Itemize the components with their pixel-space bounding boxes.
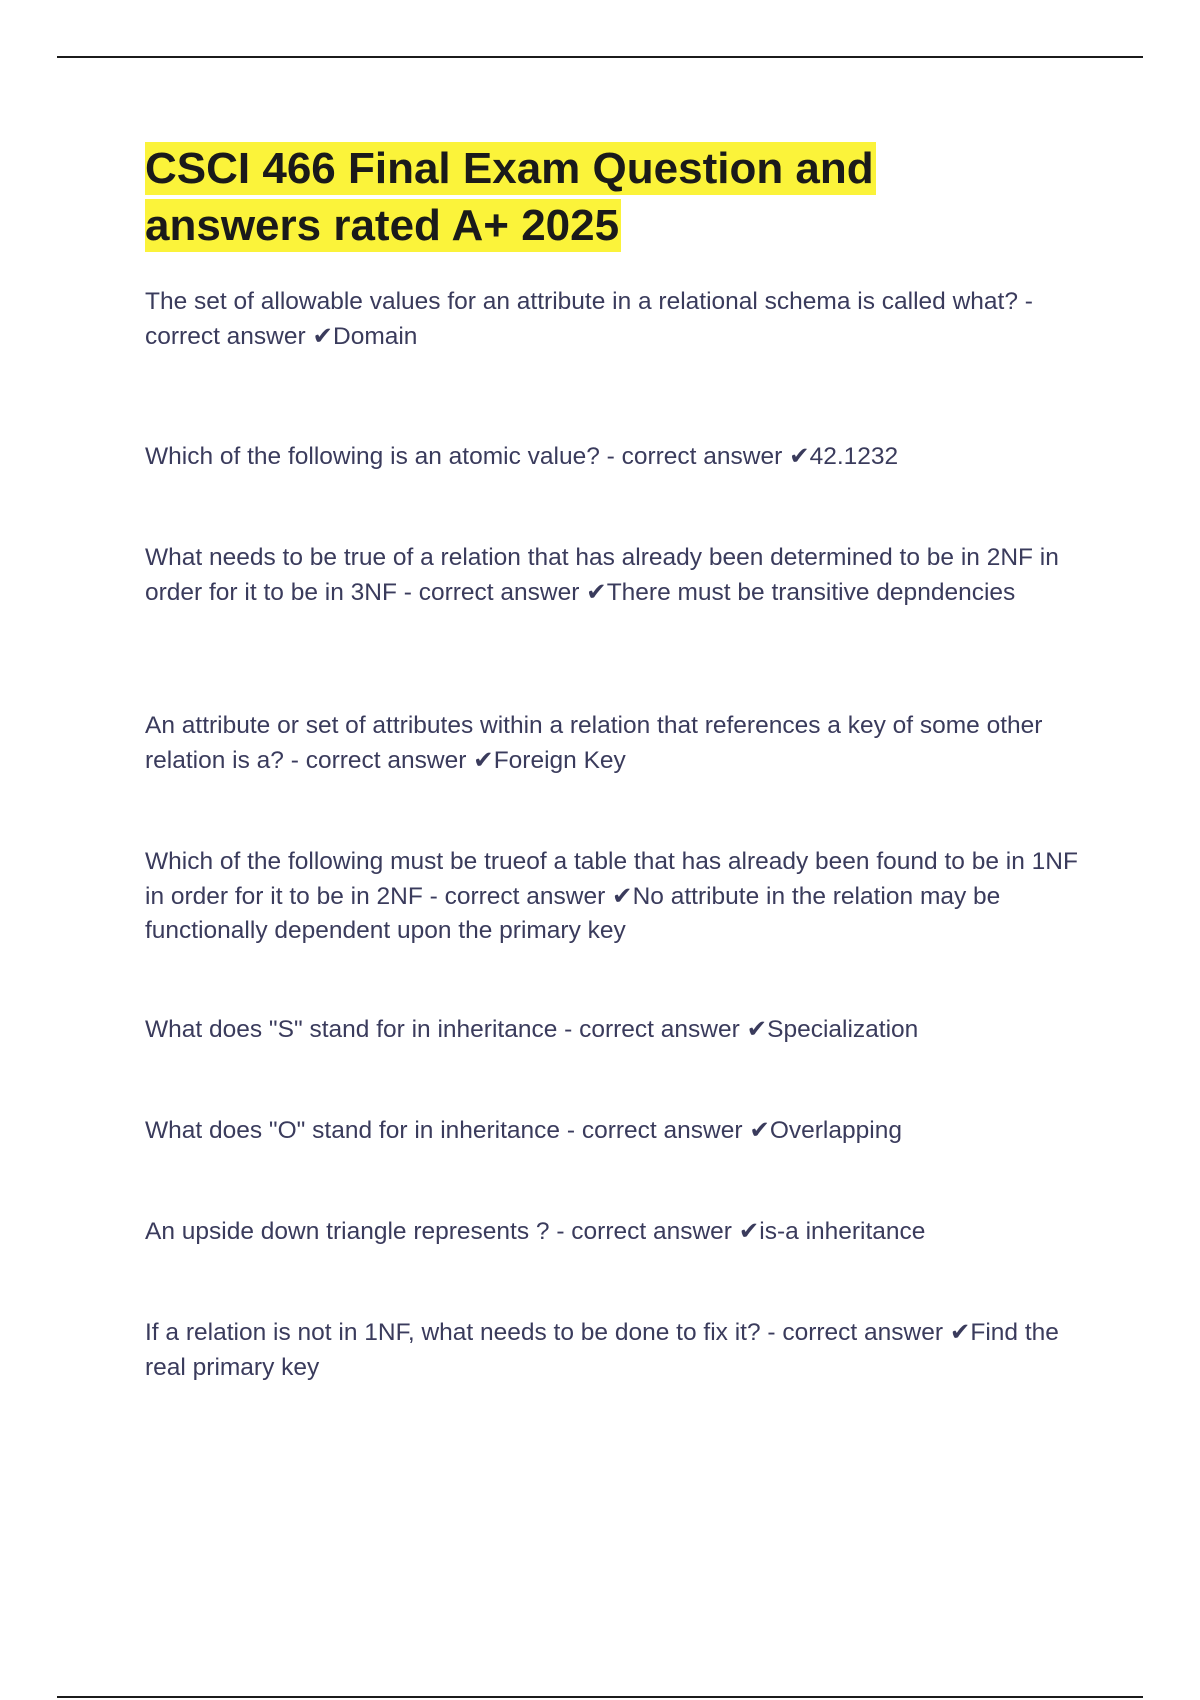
check-icon: ✔ <box>789 443 810 470</box>
qa-item-7 <box>145 1114 1085 1149</box>
answer-separator: - correct answer <box>422 882 613 910</box>
check-icon: ✔ <box>612 882 633 910</box>
check-icon: ✔ <box>949 1319 971 1346</box>
answer-text: Find the real primary key <box>145 1319 1059 1381</box>
check-icon: ✔ <box>749 1117 770 1144</box>
answer-separator: - correct answer <box>760 1319 950 1346</box>
qa-item-9 <box>145 1316 1085 1385</box>
check-icon: ✔ <box>746 1016 768 1043</box>
question-text: What does "O" stand for in inheritance <box>145 1117 561 1144</box>
answer-text: Overlapping <box>769 1117 902 1144</box>
qa-item-5 <box>145 845 1085 949</box>
qa-item-3 <box>145 541 1085 610</box>
qa-item-4 <box>145 709 1085 778</box>
question-text: What needs to be true of a relation that has already been determined to be in 2NF in order for it to be in 3NF <box>145 544 1059 606</box>
question-text: Which of the following must be trueof a table that has already been found to be in 1NF in order for it to be in 2NF <box>145 848 1078 910</box>
question-text: If a relation is not in 1NF, what needs to be done to fix it? <box>145 1319 761 1346</box>
answer-text: Domain <box>333 322 418 350</box>
answer-separator: - correct answer <box>145 288 1033 350</box>
bottom-rule <box>57 1696 1143 1698</box>
answer-text: 42.1232 <box>809 443 899 470</box>
qa-item-2 <box>145 440 1085 475</box>
answer-text: Specialization <box>767 1016 919 1043</box>
question-text: The set of allowable values for an attribute in a relational schema is called what? <box>145 288 1018 315</box>
answer-text: There must be transitive depndencies <box>606 578 1016 606</box>
answer-separator: - correct answer <box>599 443 790 470</box>
document-title-highlight: CSCI 466 Final Exam Question and answers rated A+ 2025 <box>145 144 874 250</box>
answer-text: is-a inheritance <box>759 1218 926 1245</box>
check-icon: ✔ <box>473 746 494 774</box>
document-title <box>145 140 1045 254</box>
question-text: What does "S" stand for in inheritance <box>145 1016 558 1043</box>
answer-separator: - correct answer <box>557 1016 747 1043</box>
qa-item-1 <box>145 285 1085 354</box>
qa-item-8 <box>145 1215 1085 1250</box>
answer-separator: - correct answer <box>396 578 587 606</box>
question-text: An attribute or set of attributes within a relation that references a key of some other relation is a? <box>145 712 1043 774</box>
check-icon: ✔ <box>738 1218 760 1245</box>
answer-text: No attribute in the relation may be functionally dependent upon the primary key <box>145 882 1001 944</box>
top-rule <box>57 56 1143 58</box>
qa-item-6 <box>145 1013 1085 1048</box>
question-text: An upside down triangle represents ? <box>145 1218 550 1245</box>
answer-separator: - correct answer <box>283 746 474 774</box>
question-text: Which of the following is an atomic value? <box>145 443 600 470</box>
answer-separator: - correct answer <box>549 1218 739 1245</box>
check-icon: ✔ <box>312 322 333 350</box>
answer-separator: - correct answer <box>560 1117 750 1144</box>
answer-text: Foreign Key <box>493 746 626 774</box>
check-icon: ✔ <box>586 578 607 606</box>
